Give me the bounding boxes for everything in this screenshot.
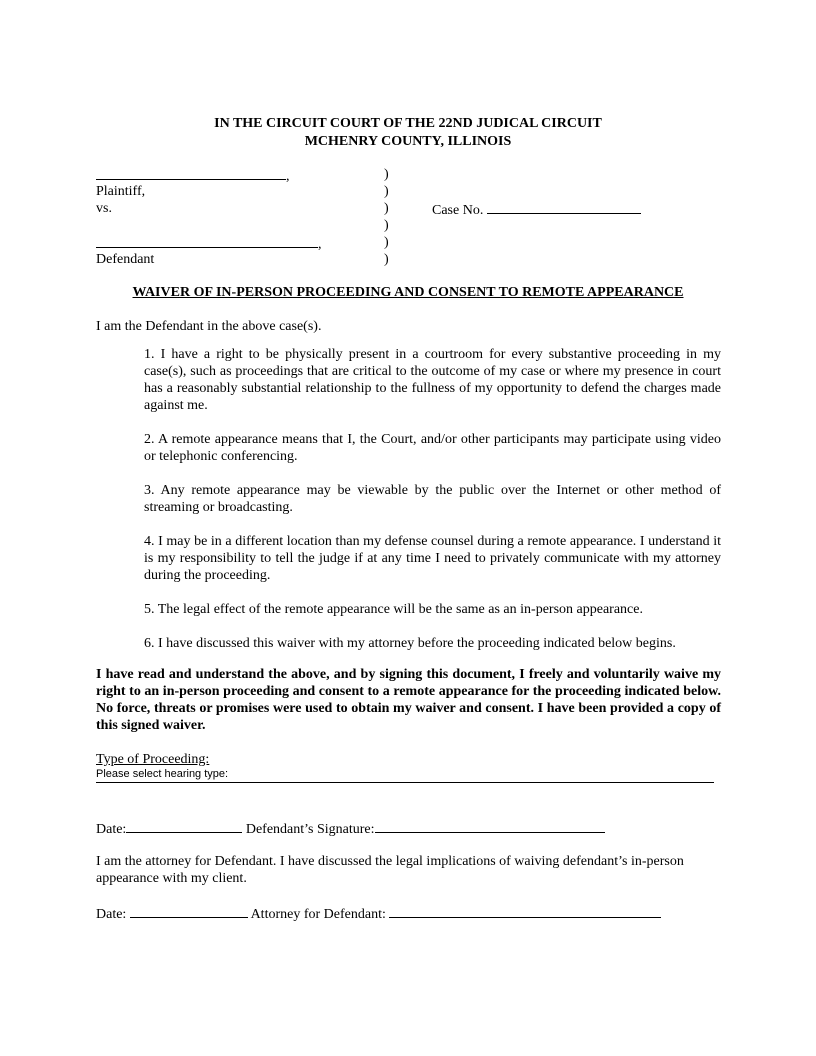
plaintiff-label: Plaintiff, (96, 184, 146, 199)
defendant-label: Defendant (96, 252, 155, 267)
court-name: IN THE CIRCUIT COURT OF THE 22ND JUDICAL CIRCUIT (214, 116, 602, 131)
proceeding-type-select[interactable] (96, 767, 714, 783)
waiver-item: 6. I have discussed this waiver with my attorney before the proceeding indicated below begins. (144, 636, 676, 651)
plaintiff-name-field[interactable] (96, 166, 286, 180)
case-no-label: Case No. (432, 203, 484, 218)
defendant-signature-line (96, 819, 605, 838)
waiver-item: 3. Any remote appearance may be viewable by the public over the Internet or other method of streaming or broadcasting. (144, 483, 721, 515)
document-title: WAIVER OF IN-PERSON PROCEEDING AND CONSENT TO REMOTE APPEARANCE (132, 285, 684, 300)
caption-paren: ) (384, 252, 389, 267)
vs-label: vs. (96, 201, 112, 216)
intro-text: I am the Defendant in the above case(s). (96, 319, 322, 334)
caption-paren: ) (384, 235, 389, 250)
attorney-date-label: Date: (96, 907, 127, 922)
case-caption (96, 166, 696, 268)
case-no-field[interactable] (487, 200, 641, 214)
defendant-comma: , (318, 237, 322, 252)
proceeding-type-label: Type of Proceeding: (96, 752, 210, 767)
waiver-items (144, 346, 721, 669)
caption-paren: ) (384, 218, 389, 233)
waiver-item: 1. I have a right to be physically present in a courtroom for every substantive proceeding in my case(s), such as proceedings that are critical to the outcome of my case or where my presence in court has a reasonably substantial relationship to the fullness of my opportunity to defend the charges made against me. (144, 347, 721, 413)
county-name: MCHENRY COUNTY, ILLINOIS (304, 134, 512, 149)
attorney-attestation: I am the attorney for Defendant. I have discussed the legal implications of waiving defendant’s in-person appearance with my client. (96, 854, 684, 886)
defendant-signature-field[interactable] (375, 819, 605, 833)
caption-paren: ) (384, 184, 389, 199)
defendant-signature-label: Defendant’s Signature: (245, 822, 375, 837)
defendant-date-field[interactable] (126, 819, 242, 833)
consent-statement: I have read and understand the above, and by signing this document, I freely and voluntarily waive my right to an in-person proceeding and consent to a remote appearance for the proceeding indicated below. No force, threats or promises were used to obtain my waiver and consent. I have been provided a copy of this signed waiver. (96, 667, 721, 733)
court-header (0, 115, 816, 151)
caption-paren: ) (384, 167, 389, 182)
caption-paren: ) (384, 201, 389, 216)
attorney-signature-line (96, 904, 661, 923)
plaintiff-comma: , (286, 169, 290, 184)
defendant-date-label: Date: (96, 822, 127, 837)
attorney-signature-field[interactable] (389, 904, 661, 918)
waiver-item: 5. The legal effect of the remote appearance will be the same as an in-person appearance. (144, 602, 643, 617)
attorney-date-field[interactable] (130, 904, 248, 918)
defendant-name-field[interactable] (96, 234, 318, 248)
waiver-item: 4. I may be in a different location than my defense counsel during a remote appearance. I understand it is my responsibility to tell the judge if at any time I need to privately communicate with my attorney during the proceeding. (144, 534, 721, 583)
waiver-item: 2. A remote appearance means that I, the Court, and/or other participants may participate using video or telephonic conferencing. (144, 432, 721, 464)
proceeding-type-selected: Please select hearing type: (96, 768, 229, 780)
attorney-label: Attorney for Defendant: (250, 907, 386, 922)
